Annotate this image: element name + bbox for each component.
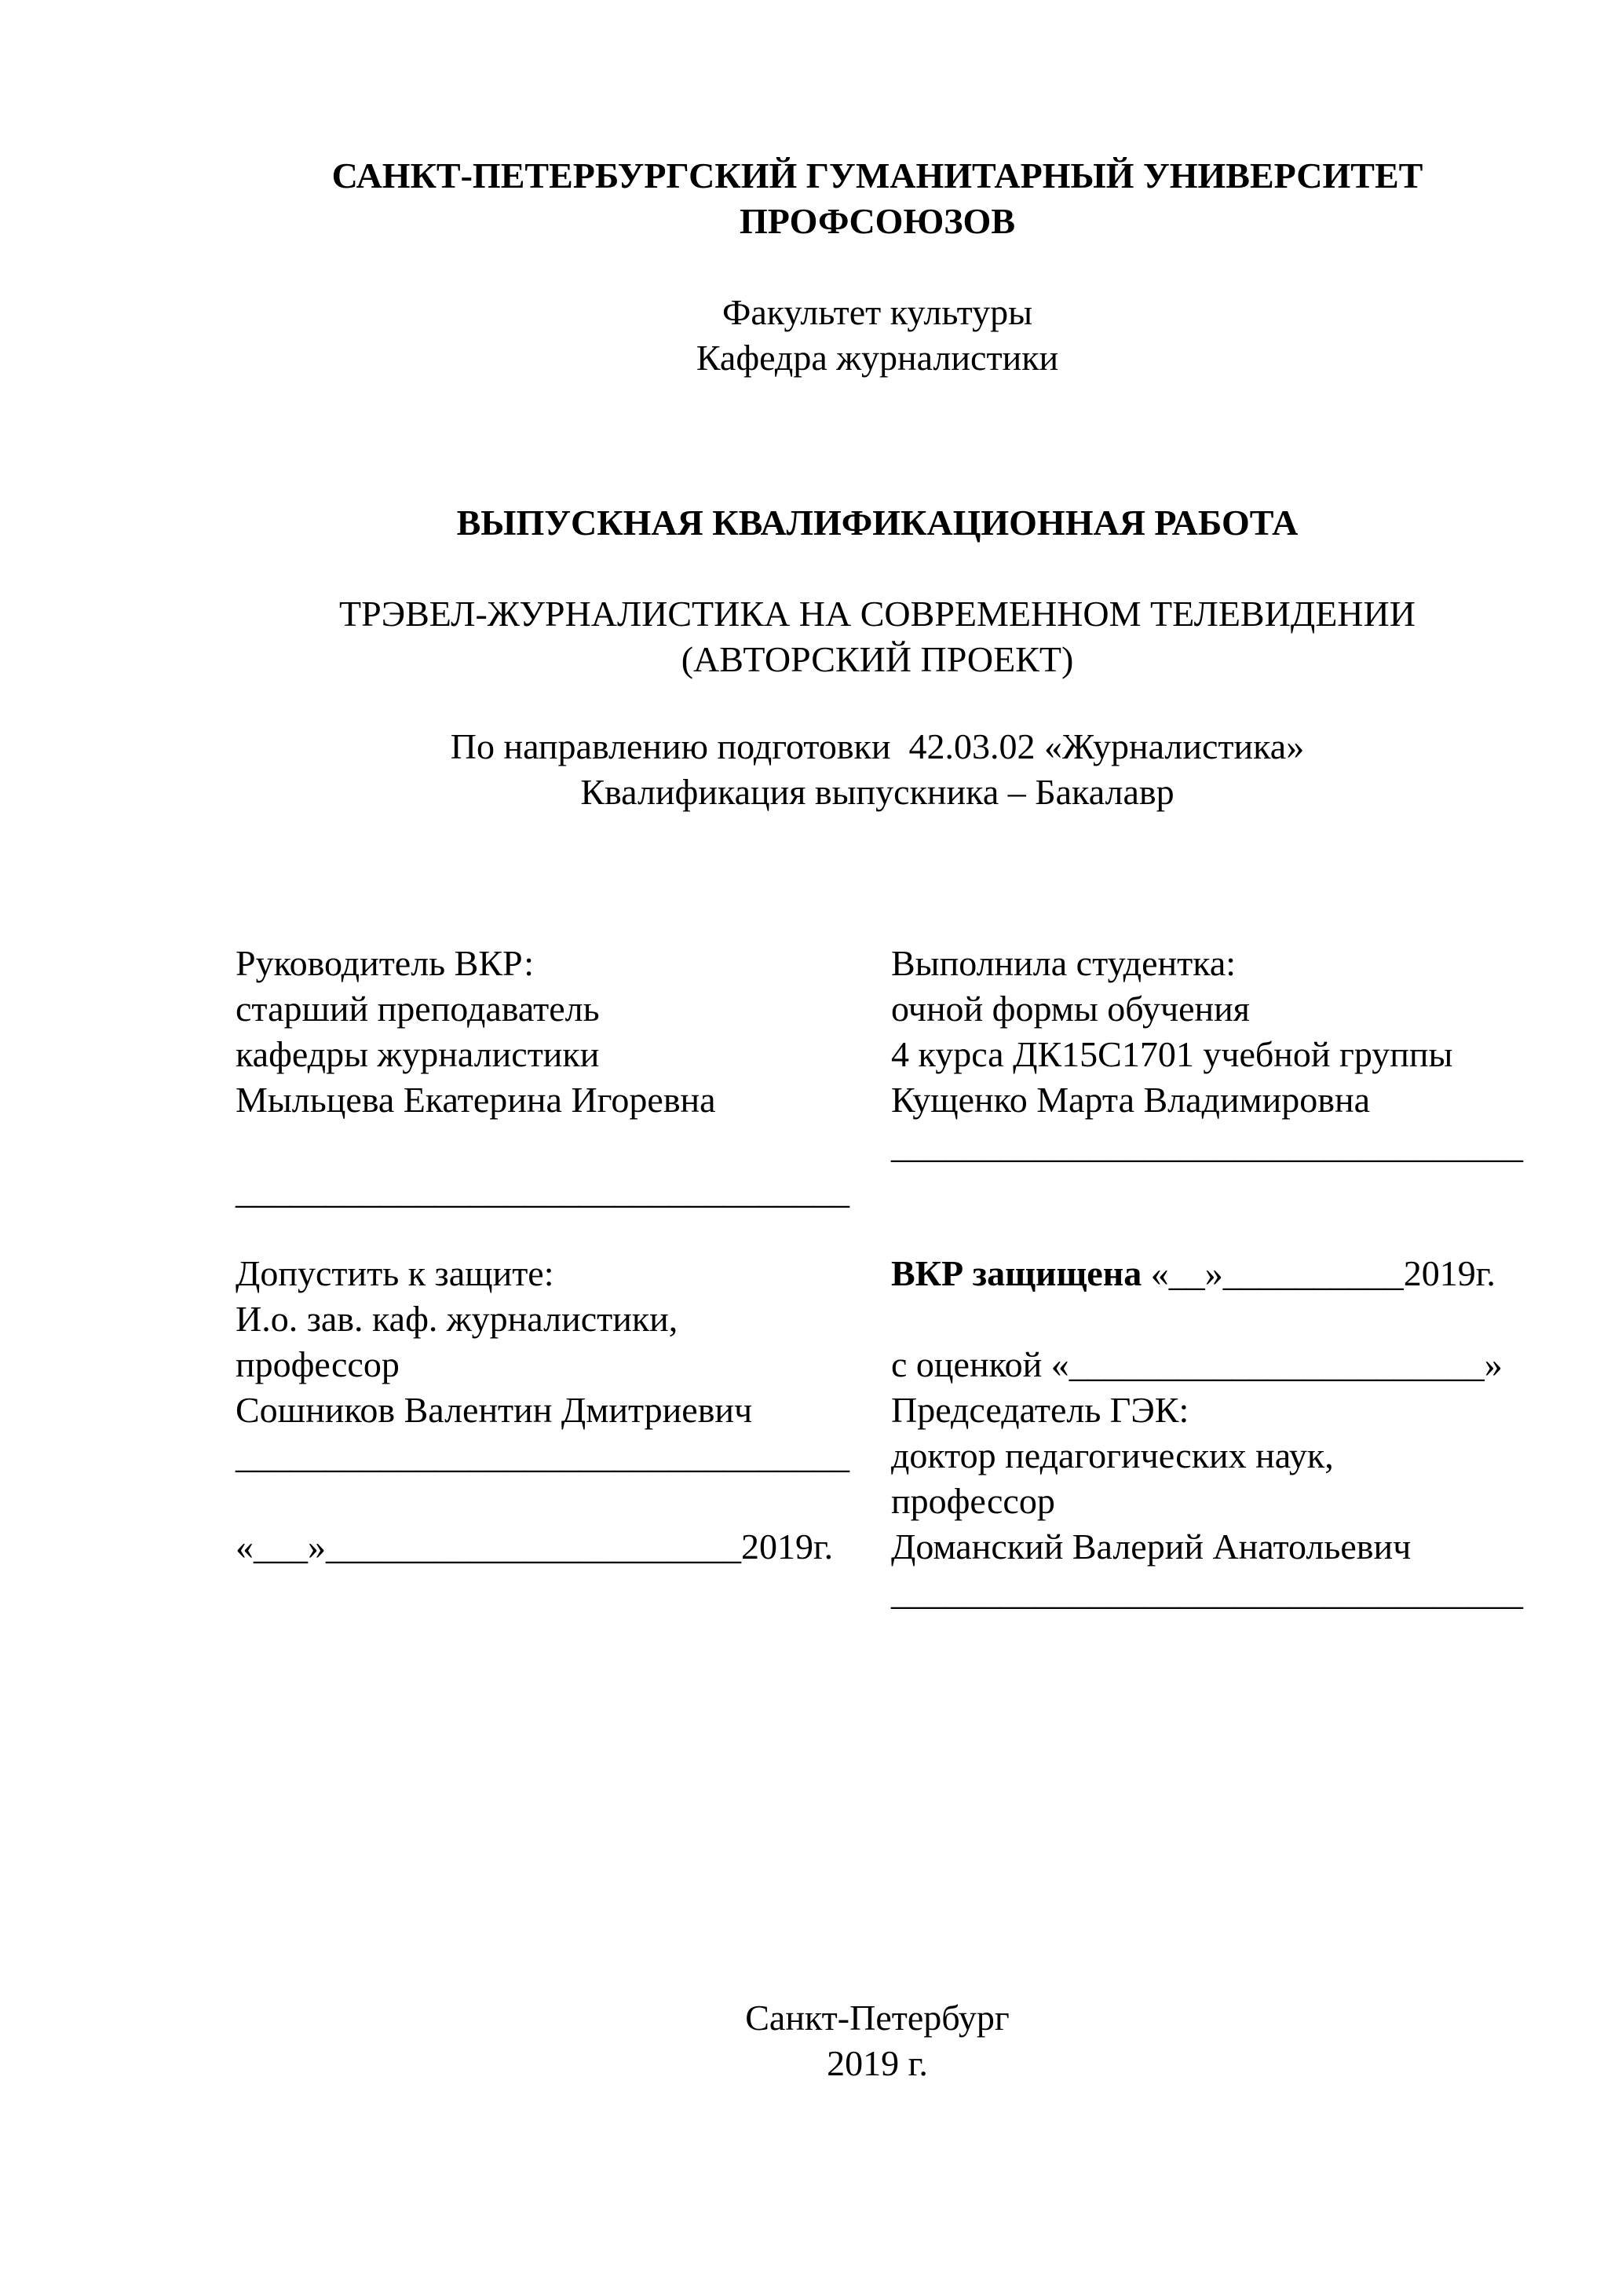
- admission-position-line1: И.о. зав. каф. журналистики,: [236, 1299, 678, 1339]
- defense-defended-date: «__»__________2019г.: [1142, 1253, 1496, 1293]
- admission-date-line: «___»_______________________2019г.: [236, 1526, 834, 1567]
- department-line: Кафедра журналистики: [696, 338, 1059, 378]
- footer-block: [232, 1995, 1523, 2086]
- university-name-line2: ПРОФСОЮЗОВ: [740, 201, 1015, 241]
- program-line: По направлению подготовки 42.03.02 «Журналистика»: [450, 726, 1305, 766]
- student-role-label: Выполнила студентка:: [891, 943, 1237, 983]
- admission-label: Допустить к защите:: [236, 1253, 554, 1293]
- spacer-line: [891, 1296, 1531, 1342]
- university-header: [232, 153, 1523, 381]
- supervisor-name: Мыльцева Екатерина Игоревна: [236, 1080, 716, 1120]
- admission-position-line2: профессор: [236, 1344, 400, 1384]
- admission-name: Сошников Валентин Дмитриевич: [236, 1390, 753, 1430]
- program-block: [232, 724, 1523, 815]
- thesis-title-block: [232, 591, 1523, 682]
- student-group: 4 курса ДК15С1701 учебной группы: [891, 1034, 1453, 1074]
- student-study-form: очной формы обучения: [891, 989, 1250, 1029]
- supervisor-position-line1: старший преподаватель: [236, 989, 600, 1029]
- thesis-title-line2: (АВТОРСКИЙ ПРОЕКТ): [681, 639, 1074, 679]
- footer-year: 2019 г.: [827, 2043, 928, 2083]
- spacer-line: [232, 244, 1523, 290]
- defense-chairman-label: Председатель ГЭК:: [891, 1390, 1189, 1430]
- defense-position: профессор: [891, 1481, 1055, 1521]
- thesis-title-line1: ТРЭВЕЛ-ЖУРНАЛИСТИКА НА СОВРЕМЕННОМ ТЕЛЕВИДЕНИИ: [339, 594, 1416, 634]
- defense-signature-line: ___________________________________: [891, 1572, 1523, 1612]
- footer-city: Санкт-Петербург: [745, 1998, 1010, 2038]
- defense-date-line: [891, 1251, 1531, 1296]
- work-type-title: ВЫПУСКНАЯ КВАЛИФИКАЦИОННАЯ РАБОТА: [456, 503, 1299, 543]
- supervisor-block: [236, 941, 871, 1214]
- student-block: [891, 941, 1531, 1168]
- supervisor-signature-line: __________________________________: [236, 1171, 849, 1211]
- work-type-block: [232, 500, 1523, 546]
- spacer-line: [236, 1479, 871, 1524]
- defense-chairman-name: Доманский Валерий Анатольевич: [891, 1526, 1412, 1567]
- student-signature-line: ___________________________________: [891, 1125, 1523, 1165]
- spacer-line: [236, 1123, 871, 1168]
- supervisor-role-label: Руководитель ВКР:: [236, 943, 535, 983]
- admission-block: [236, 1251, 871, 1570]
- defense-block: [891, 1251, 1531, 1615]
- defense-defended-label: ВКР защищена: [891, 1253, 1142, 1293]
- faculty-line: Факультет культуры: [722, 292, 1032, 332]
- qualification-line: Квалификация выпускника – Бакалавр: [580, 772, 1174, 812]
- defense-degree-line: доктор педагогических наук,: [891, 1435, 1334, 1475]
- admission-signature-line: __________________________________: [236, 1435, 849, 1475]
- supervisor-position-line2: кафедры журналистики: [236, 1034, 600, 1074]
- defense-grade-line: с оценкой «_______________________»: [891, 1344, 1503, 1384]
- university-name-line1: САНКТ-ПЕТЕРБУРГСКИЙ ГУМАНИТАРНЫЙ УНИВЕРСИТЕТ: [331, 155, 1423, 196]
- student-name: Кущенко Марта Владимировна: [891, 1080, 1371, 1120]
